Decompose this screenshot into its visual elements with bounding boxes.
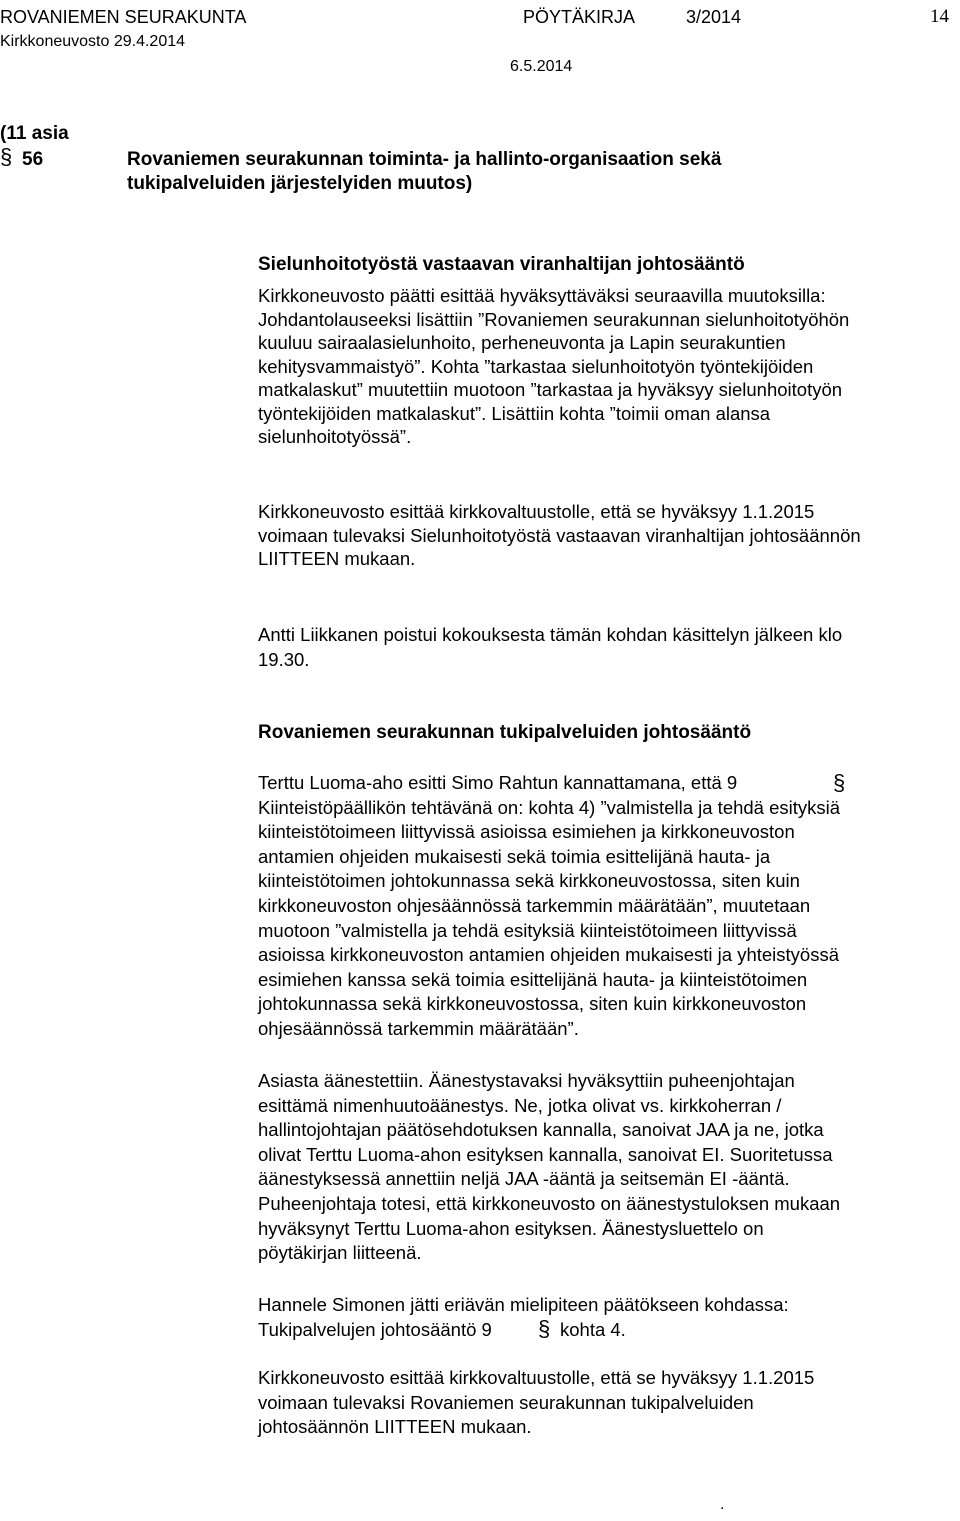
header-org: ROVANIEMEN SEURAKUNTA	[0, 7, 247, 27]
section2-heading: Rovaniemen seurakunnan tukipalveluiden johtosääntö	[258, 722, 752, 743]
section2-paragraph3-line1: Hannele Simonen jätti eriävän mielipiteen päätökseen kohdassa:	[258, 1294, 789, 1315]
header-number: 3/2014	[686, 7, 742, 27]
section2-paragraph3-line2a: Tukipalvelujen johtosääntö 9	[258, 1319, 492, 1340]
section-number: 56	[22, 149, 44, 170]
section1-paragraph1: Kirkkoneuvosto päätti esittää hyväksyttäväksi seuraavilla muutoksilla: Johdantolauseeksi lisättiin ”Rovaniemen seurakunnan sielunhoitotyöhön kuuluu sairaalasielunhoito, perheneuvonta ja Lapin seurakuntien kehitysvammaistyö”. Kohta ”tarkastaa sielunhoitotyön työntekijöiden matkalaskut” muutettiin muotoon ”tarkastaa ja hyväksyy sielunhoitotyön työntekijöiden matkalaskut”. Lisättiin kohta ”toimii oman alansa sielunhoitotyössä”.	[258, 285, 850, 447]
section2-paragraph3-mark: §	[538, 1316, 551, 1341]
item-title-line2: tukipalveluiden järjestelyiden muutos)	[127, 173, 473, 194]
item-continued: (11 asia	[0, 123, 69, 144]
section2-paragraph2: Asiasta äänestettiin. Äänestystavaksi hyväksyttiin puheenjohtajan esittämä nimenhuutoäänestys. Ne, jotka olivat vs. kirkkoherran / hallintojohtajan päätösehdotuksen kannalla, sanoivat JAA ja ne, jotka olivat Terttu Luoma-ahon esityksen kannalla, sanoivat EI. Suoritetussa äänestyksessä annettiin neljä JAA -ääntä ja seitsemän EI -ääntä. Puheenjohtaja totesi, että kirkkoneuvosto on äänestystuloksen mukaan hyväksynyt Terttu Luoma-ahon esityksen. Äänestysluettelo on pöytäkirjan liitteenä.	[258, 1070, 841, 1264]
section2-paragraph4: Kirkkoneuvosto esittää kirkkovaltuustolle, että se hyväksyy 1.1.2015 voimaan tulevaksi Rovaniemen seurakunnan tukipalveluiden johtosäännön LIITTEEN mukaan.	[258, 1367, 815, 1438]
item-title-line1: Rovaniemen seurakunnan toiminta- ja hallinto-organisaation sekä	[127, 149, 722, 170]
section1-paragraph2: Kirkkoneuvosto esittää kirkkovaltuustolle, että se hyväksyy 1.1.2015 voimaan tulevaksi Sielunhoitotyöstä vastaavan viranhaltijan johtosäännön LIITTEEN mukaan.	[258, 501, 861, 569]
section2-paragraph1-mark: §	[833, 770, 846, 795]
section2-paragraph3-line2b: kohta 4.	[560, 1319, 626, 1340]
header-doc-type: PÖYTÄKIRJA	[523, 7, 636, 27]
footer-dot: .	[720, 1496, 725, 1513]
header-page-number: 14	[930, 6, 949, 27]
section1-heading: Sielunhoitotyöstä vastaavan viranhaltijan johtosääntö	[258, 254, 745, 275]
header-meeting: Kirkkoneuvosto 29.4.2014	[0, 33, 186, 50]
section2-paragraph1: Terttu Luoma-aho esitti Simo Rahtun kannattamana, että 9 Kiinteistöpäällikön tehtävänä on: kohta 4) ”valmistella ja tehdä esityksiä kiinteistötoimeen liittyvissä asioissa esimiehen ja kirkkoneuvoston antamien ohjeiden mukaisesti sekä toimia esittelijänä hauta- ja kiinteistötoimen johtokunnassa sekä kirkkoneuvostossa, siten kuin kirkkoneuvoston ohjesäännössä tarkemmin määrätään”, muutetaan muotoon ”valmistella ja tehdä esityksiä kiinteistötoimeen liittyvissä asioissa kirkkoneuvoston antamien ohjeiden mukaisesti ja yhteistyössä esimiehen kanssa sekä toimia esittelijänä hauta- ja kiinteistötoimen johtokunnassa sekä kirkkoneuvostossa, siten kuin kirkkoneuvoston ohjesäännössä tarkemmin määrätään”.	[258, 772, 841, 1039]
section1-paragraph3: Antti Liikkanen poistui kokouksesta tämän kohdan käsittelyn jälkeen klo 19.30.	[258, 624, 843, 670]
section-symbol: §	[0, 144, 13, 169]
header-date2: 6.5.2014	[510, 58, 573, 75]
